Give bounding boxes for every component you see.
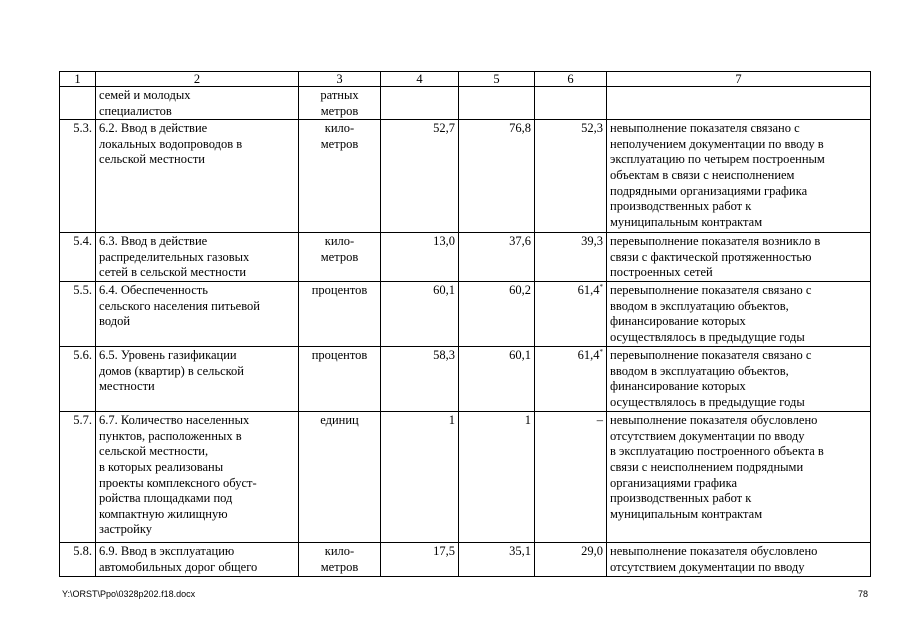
report-table bbox=[59, 71, 871, 577]
unit-cell bbox=[299, 347, 381, 412]
value-col5-cell-text: 35,1 bbox=[509, 544, 531, 559]
indicator-cell bbox=[96, 87, 299, 120]
value-col6-cell bbox=[535, 412, 607, 543]
value-col5-cell bbox=[459, 412, 535, 543]
indicator-cell-text: 6.9. Ввод в эксплуатацию автомобильных дорог общего bbox=[99, 544, 258, 574]
value-col5-cell bbox=[459, 87, 535, 120]
row-number bbox=[60, 347, 96, 412]
table-row bbox=[60, 120, 871, 233]
table-row bbox=[60, 412, 871, 543]
indicator-cell bbox=[96, 412, 299, 543]
value-col6-cell bbox=[535, 120, 607, 233]
value-col6-cell-text: 61,4 bbox=[577, 348, 600, 363]
value-col6-cell-text: 29,0 bbox=[581, 544, 603, 559]
value-col5-cell bbox=[459, 233, 535, 282]
table-row bbox=[60, 347, 871, 412]
note-cell-text: невыполнение показателя обусловлено отсутствием документации по вводу в эксплуатацию построенного объекта в связи с неисполнением подрядными организациями графика производственных работ к муниципальным контрактам bbox=[610, 413, 824, 521]
note-cell bbox=[607, 120, 871, 233]
value-col6-cell bbox=[535, 282, 607, 347]
table-header-row bbox=[60, 72, 871, 87]
value-col4-cell bbox=[381, 282, 459, 347]
row-number bbox=[60, 543, 96, 577]
value-col4-cell bbox=[381, 347, 459, 412]
value-col6-cell bbox=[535, 347, 607, 412]
value-col5-cell bbox=[459, 347, 535, 412]
value-col4-cell-text: 13,0 bbox=[433, 234, 455, 249]
note-cell bbox=[607, 543, 871, 577]
unit-cell bbox=[299, 543, 381, 577]
unit-cell-text: кило- метров bbox=[320, 234, 359, 264]
value-col5-cell-text: 37,6 bbox=[509, 234, 531, 249]
column-header: 1 bbox=[60, 72, 96, 87]
indicator-cell-text: семей и молодых специалистов bbox=[99, 88, 191, 118]
note-cell bbox=[607, 347, 871, 412]
note-cell bbox=[607, 233, 871, 282]
column-header: 2 bbox=[96, 72, 299, 87]
value-col6-cell bbox=[535, 87, 607, 120]
unit-cell-text: процентов bbox=[311, 283, 368, 298]
note-cell-text: перевыполнение показателя связано с вводом в эксплуатацию объектов, финансирование которых осуществлялось в предыдущие годы bbox=[610, 283, 812, 344]
value-col6-cell bbox=[535, 233, 607, 282]
indicator-cell-text: 6.2. Ввод в действие локальных водопроводов в сельской местности bbox=[99, 121, 243, 167]
value-col4-cell-text: 60,1 bbox=[433, 283, 455, 298]
note-cell bbox=[607, 87, 871, 120]
row-number bbox=[60, 233, 96, 282]
footnote-mark: * bbox=[599, 348, 603, 357]
value-col4-cell bbox=[381, 120, 459, 233]
value-col5-cell-text: 76,8 bbox=[509, 121, 531, 136]
value-col6-cell-text: – bbox=[596, 413, 603, 428]
table-row bbox=[60, 543, 871, 577]
note-cell-text: перевыполнение показателя связано с вводом в эксплуатацию объектов, финансирование которых осуществлялось в предыдущие годы bbox=[610, 348, 812, 409]
value-col5-cell-text: 60,1 bbox=[509, 348, 531, 363]
value-col6-cell-text: 61,4 bbox=[577, 283, 600, 298]
row-number-text: 5.8. bbox=[73, 544, 92, 559]
unit-cell bbox=[299, 282, 381, 347]
footnote-mark: * bbox=[599, 283, 603, 292]
value-col4-cell-text: 17,5 bbox=[433, 544, 455, 559]
unit-cell-text: единиц bbox=[320, 413, 359, 428]
note-cell-text: невыполнение показателя обусловлено отсутствием документации по вводу bbox=[610, 544, 818, 574]
indicator-cell bbox=[96, 282, 299, 347]
column-header: 6 bbox=[535, 72, 607, 87]
row-number bbox=[60, 87, 96, 120]
row-number bbox=[60, 120, 96, 233]
indicator-cell bbox=[96, 347, 299, 412]
value-col5-cell bbox=[459, 282, 535, 347]
row-number-text: 5.7. bbox=[73, 413, 92, 428]
indicator-cell-text: 6.5. Уровень газификации домов (квартир) в сельской местности bbox=[99, 348, 244, 394]
unit-cell bbox=[299, 412, 381, 543]
unit-cell bbox=[299, 87, 381, 120]
page-number: 78 bbox=[857, 589, 868, 599]
note-cell-text: невыполнение показателя связано с неполучением документации по вводу в эксплуатацию по четырем построенным объектам в связи с неисполнением подрядными организациями графика производственных работ к муниципальным контрактам bbox=[610, 121, 825, 229]
unit-cell bbox=[299, 120, 381, 233]
unit-cell-text: кило- метров bbox=[320, 544, 359, 574]
indicator-cell-text: 6.4. Обеспеченность сельского населения питьевой водой bbox=[99, 283, 260, 329]
file-path-footer: Y:\ORST\Ppo\0328p202.f18.docx bbox=[62, 589, 196, 599]
row-number-text: 5.6. bbox=[73, 348, 92, 363]
row-number bbox=[60, 282, 96, 347]
note-cell bbox=[607, 282, 871, 347]
note-cell bbox=[607, 412, 871, 543]
column-header: 4 bbox=[381, 72, 459, 87]
value-col4-cell-text: 58,3 bbox=[433, 348, 455, 363]
row-number-text: 5.5. bbox=[73, 283, 92, 298]
value-col6-cell-text: 39,3 bbox=[581, 234, 603, 249]
unit-cell-text: кило- метров bbox=[320, 121, 359, 151]
row-number-text: 5.4. bbox=[73, 234, 92, 249]
column-header: 5 bbox=[459, 72, 535, 87]
indicator-cell bbox=[96, 120, 299, 233]
row-number bbox=[60, 412, 96, 543]
note-cell-text: перевыполнение показателя возникло в связи с фактической протяженностью построенных сетей bbox=[610, 234, 821, 280]
column-header: 3 bbox=[299, 72, 381, 87]
value-col4-cell bbox=[381, 543, 459, 577]
indicator-cell-text: 6.3. Ввод в действие распределительных газовых сетей в сельской местности bbox=[99, 234, 250, 280]
value-col5-cell-text: 60,2 bbox=[509, 283, 531, 298]
value-col4-cell bbox=[381, 87, 459, 120]
table-row bbox=[60, 233, 871, 282]
value-col4-cell bbox=[381, 233, 459, 282]
value-col5-cell bbox=[459, 120, 535, 233]
value-col5-cell-text: 1 bbox=[524, 413, 531, 428]
indicator-cell-text: 6.7. Количество населенных пунктов, расположенных в сельской местности, в которых реализованы проекты комплексного обуст- ройства площадками под компактную жилищную застройку bbox=[99, 413, 257, 537]
indicator-cell bbox=[96, 543, 299, 577]
column-header: 7 bbox=[607, 72, 871, 87]
value-col4-cell-text: 52,7 bbox=[433, 121, 455, 136]
value-col4-cell bbox=[381, 412, 459, 543]
unit-cell-text: ратных метров bbox=[320, 88, 359, 118]
value-col4-cell-text: 1 bbox=[448, 413, 455, 428]
indicator-cell bbox=[96, 233, 299, 282]
row-number-text: 5.3. bbox=[73, 121, 92, 136]
value-col5-cell bbox=[459, 543, 535, 577]
value-col6-cell-text: 52,3 bbox=[581, 121, 603, 136]
table-row bbox=[60, 87, 871, 120]
unit-cell bbox=[299, 233, 381, 282]
unit-cell-text: процентов bbox=[311, 348, 368, 363]
table-row bbox=[60, 282, 871, 347]
value-col6-cell bbox=[535, 543, 607, 577]
